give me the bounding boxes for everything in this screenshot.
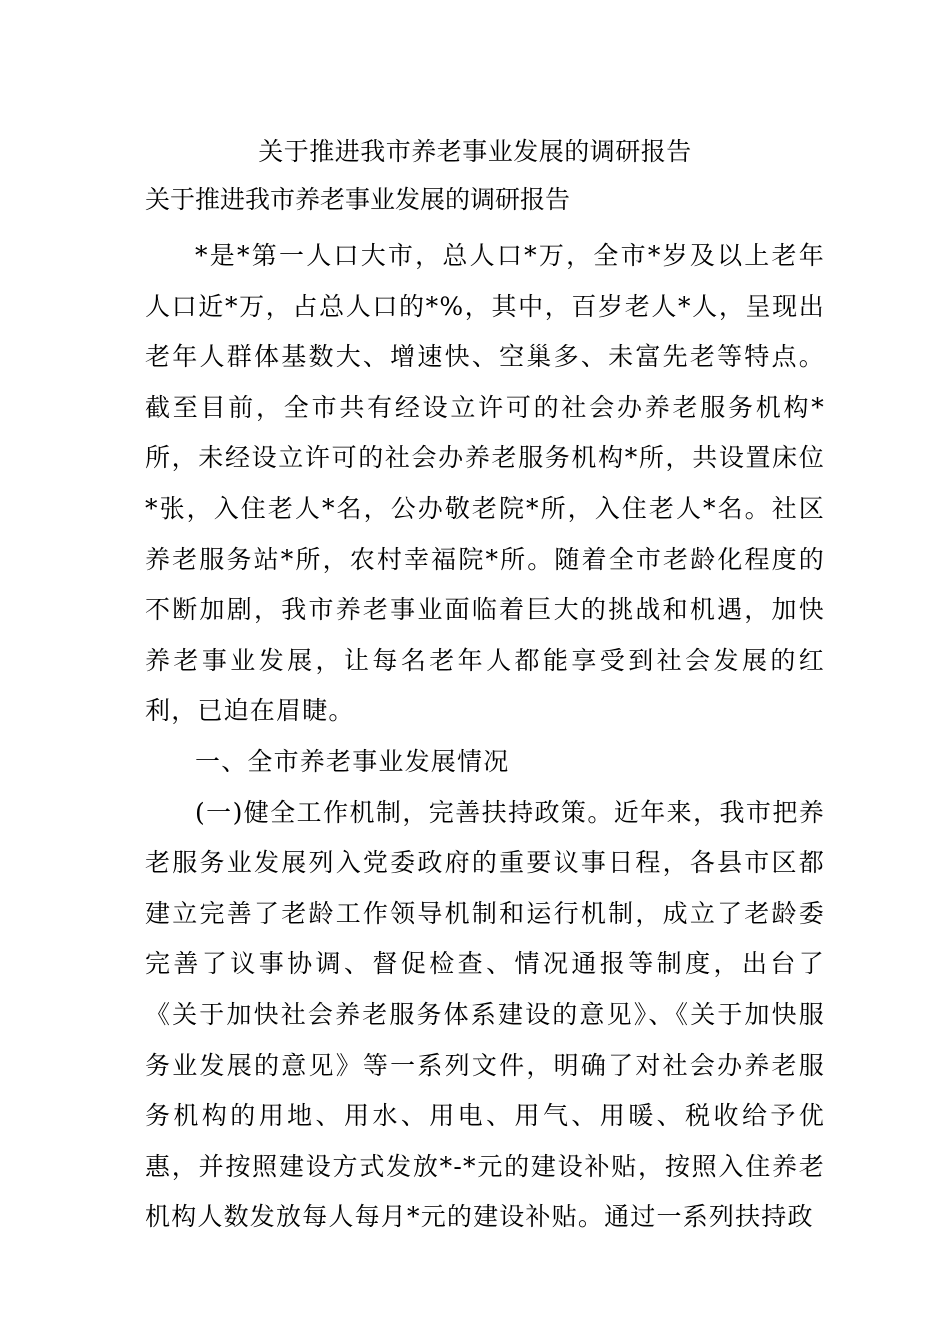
section-heading: 一、全市养老事业发展情况	[195, 746, 510, 776]
document-body	[145, 180, 825, 1243]
intro-paragraph: *是*第一人口大市，总人口*万，全市*岁及以上老年人口近*万，占总人口的*%，其中，百岁老人*人，呈现出老年人群体基数大、增速快、空巢多、未富先老等特点。截至目前，全市共有经设立许可的社会办养老服务机构*所，未经设立许可的社会办养老服务机构*所，共设置床位*张，入住老人*名，公办敬老院*所，入住老人*名。社区养老服务站*所，农村幸福院*所。随着全市老龄化程度的不断加剧，我市养老事业面临着巨大的挑战和机遇，加快养老事业发展，让每名老年人都能享受到社会发展的红利，已迫在眉睫。	[145, 241, 825, 726]
document-subtitle: 关于推进我市养老事业发展的调研报告	[145, 185, 571, 214]
document-title: 关于推进我市养老事业发展的调研报告	[258, 137, 692, 166]
body-paragraph: (一)健全工作机制，完善扶持政策。近年来，我市把养老服务业发展列入党委政府的重要议事日程，各县市区都建立完善了老龄工作领导机制和运行机制，成立了老龄委完善了议事协调、督促检查、情况通报等制度，出台了《关于加快社会养老服务体系建设的意见》、《关于加快服务业发展的意见》等一系列文件，明确了对社会办养老服务机构的用地、用水、用电、用气、用暖、税收给予优惠，并按照建设方式发放*-*元的建设补贴，按照入住养老机构人数发放每人每月*元的建设补贴。通过一系列扶持政	[145, 797, 825, 1232]
